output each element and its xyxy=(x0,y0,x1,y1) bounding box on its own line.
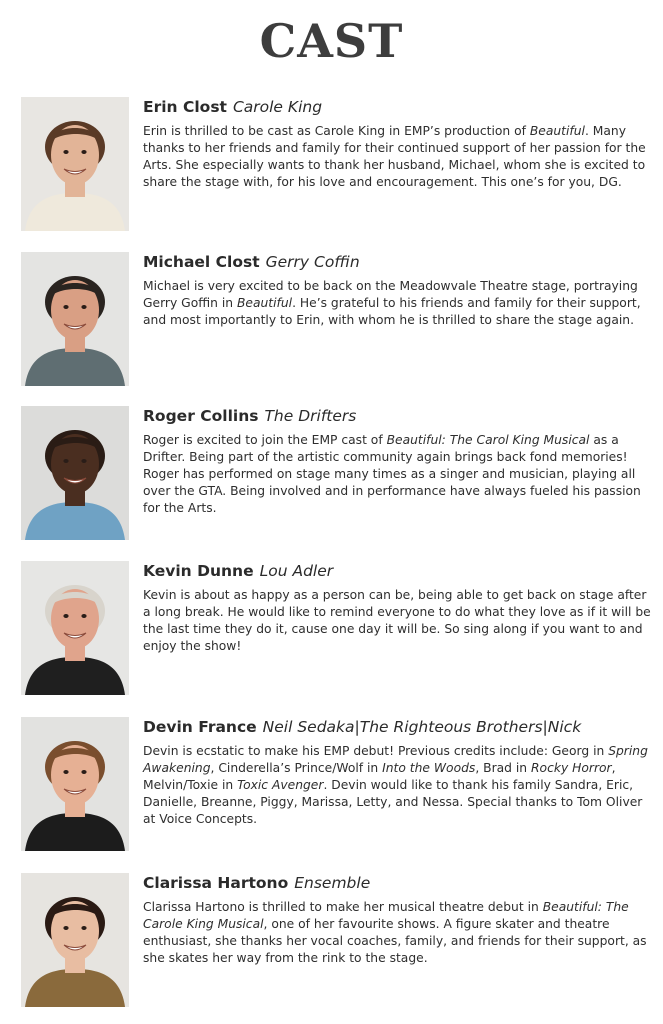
bio-italic-text: Into the Woods xyxy=(382,761,476,775)
headshot-illustration xyxy=(21,873,129,1007)
bio-text: . Devin would like to thank his family Sandra, Eric, Danielle, Breanne, Piggy, Marissa, Letty, and Nessa. Special thanks to Tom Oliver at Voice Concepts. xyxy=(143,778,643,826)
left-eye xyxy=(63,459,68,463)
cast-bio xyxy=(143,743,651,828)
left-eye xyxy=(63,926,68,930)
page-title: CAST xyxy=(259,14,404,68)
bio-text: as a Drifter. Being part of the artistic community again brings back fond memories! Roger has performed on stage many times as a singer and musician, playing all over the GTA. Being involved and in performance have always fueled his passion for the Arts. xyxy=(143,433,641,515)
cast-role: Ensemble xyxy=(294,874,371,892)
headshot-photo xyxy=(21,873,129,1007)
bio-italic-text: Beautiful: The Carol King Musical xyxy=(386,433,590,447)
cast-bio xyxy=(143,587,651,655)
bio-text: , Brad in xyxy=(475,761,531,775)
cast-name: Roger Collins xyxy=(143,407,259,425)
bio-italic-text: Rocky Horror xyxy=(531,761,612,775)
bio-italic-text: Beautiful: The Carole King Musical xyxy=(143,900,629,931)
cast-name: Kevin Dunne xyxy=(143,562,254,580)
bio-italic-text: Beautiful xyxy=(236,296,293,310)
headshot-photo xyxy=(21,717,129,851)
headshot-illustration xyxy=(21,406,129,540)
cast-name: Devin France xyxy=(143,718,257,736)
cast-bio xyxy=(143,432,651,517)
bio-italic-text: Toxic Avenger xyxy=(237,778,324,792)
cast-bio xyxy=(143,123,651,191)
bio-text: , Cinderella’s Prince/Wolf in xyxy=(210,761,383,775)
bio-text: . He’s grateful to his friends and family for their support, and most importantly to Erin, with whom he is thrilled to share the stage again. xyxy=(143,296,641,327)
cast-role: Gerry Coffin xyxy=(265,253,360,271)
right-eye xyxy=(81,614,86,618)
headshot-illustration xyxy=(21,252,129,386)
right-eye xyxy=(81,459,86,463)
bio-text: , Melvin/Toxie in xyxy=(143,761,616,792)
cast-bio xyxy=(143,899,651,967)
bio-italic-text: Spring Awakening xyxy=(143,744,648,775)
right-eye xyxy=(81,305,86,309)
cast-bio xyxy=(143,278,651,329)
headshot-photo xyxy=(21,97,129,231)
cast-role: The Drifters xyxy=(264,407,357,425)
cast-role: Neil Sedaka|The Righteous Brothers|Nick xyxy=(262,718,582,736)
headshot-photo xyxy=(21,406,129,540)
right-eye xyxy=(81,926,86,930)
bio-text: . Many thanks to her friends and family for their continued support of her passion for the Arts. She especially wants to thank her husband, Michael, whom she is excited to share the stage with, for his love and encouragement. This one’s for you, DG. xyxy=(143,124,646,189)
headshot-illustration xyxy=(21,561,129,695)
cast-role: Carole King xyxy=(232,98,323,116)
left-eye xyxy=(63,614,68,618)
cast-name: Michael Clost xyxy=(143,253,260,271)
headshot-illustration xyxy=(21,97,129,231)
left-eye xyxy=(63,150,68,154)
bio-text: Erin is thrilled to be cast as Carole King in EMP’s production of xyxy=(143,124,530,138)
headshot-photo xyxy=(21,561,129,695)
cast-name: Erin Clost xyxy=(143,98,227,116)
bio-text: Roger is excited to join the EMP cast of xyxy=(143,433,387,447)
left-eye xyxy=(63,305,68,309)
bio-text: Devin is ecstatic to make his EMP debut! Previous credits include: Georg in xyxy=(143,744,609,758)
cast-role: Lou Adler xyxy=(259,562,334,580)
headshot-illustration xyxy=(21,717,129,851)
right-eye xyxy=(81,150,86,154)
left-eye xyxy=(63,770,68,774)
bio-text: Clarissa Hartono is thrilled to make her musical theatre debut in xyxy=(143,900,543,914)
bio-text: Kevin is about as happy as a person can be, being able to get back on stage after a long break. He would like to remind everyone to do what they love as if it will be the last time they do it, cause one day it will be. So sing along if you want to and enjoy the show! xyxy=(143,588,651,653)
headshot-photo xyxy=(21,252,129,386)
bio-text: Michael is very excited to be back on the Meadowvale Theatre stage, portraying Gerry Goffin in xyxy=(143,279,638,310)
bio-text: , one of her favourite shows. A figure skater and theatre enthusiast, she thanks her vocal coaches, family, and friends for their support, as she skates her way from the rink to the stage. xyxy=(143,917,647,965)
bio-italic-text: Beautiful xyxy=(529,124,585,138)
cast-name: Clarissa Hartono xyxy=(143,874,289,892)
right-eye xyxy=(81,770,86,774)
